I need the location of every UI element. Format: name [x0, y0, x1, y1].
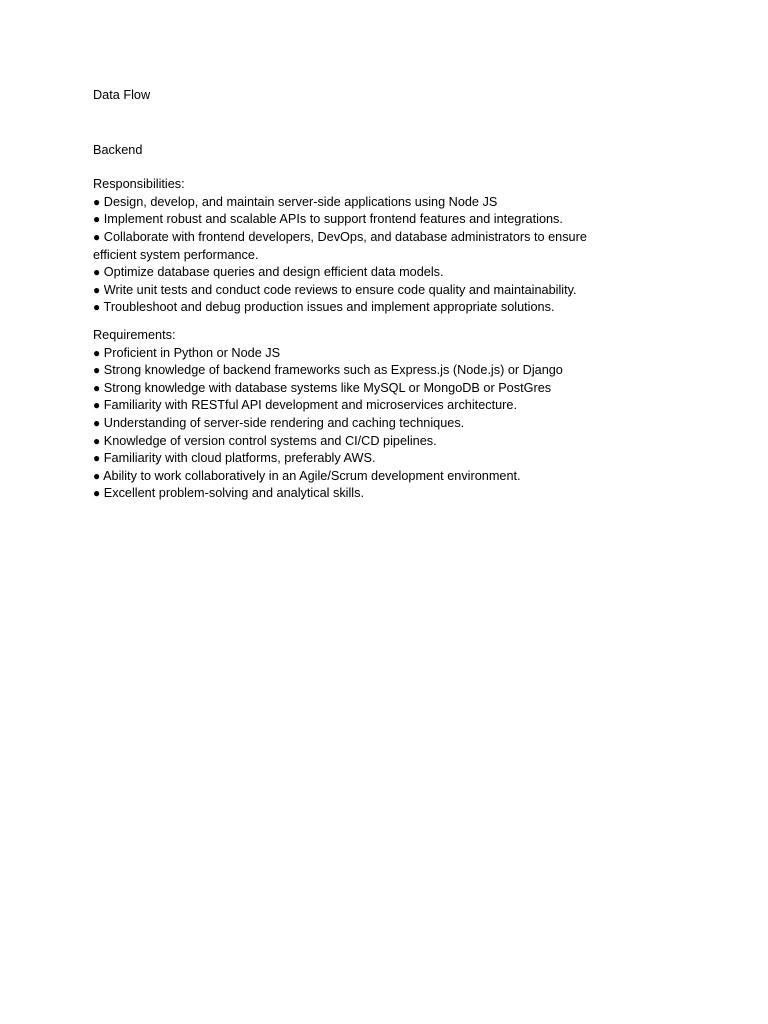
list-item-text: Write unit tests and conduct code reviews to ensure code quality and maintainability.	[103, 282, 577, 297]
list-item-text: Familiarity with cloud platforms, preferably AWS.	[103, 451, 376, 466]
list-item-text: Design, develop, and maintain server-side applications using Node JS	[103, 194, 498, 209]
bullet-icon: ●	[93, 229, 101, 244]
list-item-text: Strong knowledge with database systems like MySQL or MongoDB or PostGres	[103, 380, 552, 395]
list-item-text: Excellent problem-solving and analytical skills.	[103, 486, 364, 501]
responsibilities-section	[93, 176, 633, 317]
list-item-text: Familiarity with RESTful API development and microservices architecture.	[103, 398, 517, 413]
bullet-icon: ●	[93, 380, 101, 395]
bullet-icon: ●	[93, 398, 101, 413]
bullet-icon: ●	[93, 212, 101, 227]
list-item	[93, 415, 633, 433]
bullet-icon: ●	[93, 265, 101, 280]
list-item	[93, 468, 633, 486]
list-item-text: Implement robust and scalable APIs to support frontend features and integrations.	[103, 212, 563, 227]
bullet-icon: ●	[93, 194, 101, 209]
document-body	[93, 87, 633, 503]
list-item	[93, 229, 633, 264]
list-item-text: Collaborate with frontend developers, DevOps, and database administrators to ensure efficient system performance.	[93, 229, 587, 262]
list-item	[93, 362, 633, 380]
bullet-icon: ●	[93, 486, 101, 501]
bullet-icon: ●	[93, 433, 101, 448]
bullet-icon: ●	[93, 282, 101, 297]
list-item	[93, 299, 633, 317]
list-item	[93, 194, 633, 212]
list-item	[93, 380, 633, 398]
bullet-icon: ●	[93, 363, 101, 378]
responsibilities-list	[93, 194, 633, 317]
requirements-label: Requirements:	[93, 327, 176, 342]
list-item	[93, 485, 633, 503]
bullet-icon: ●	[93, 451, 101, 466]
bullet-icon: ●	[93, 415, 101, 430]
list-item-text: Knowledge of version control systems and CI/CD pipelines.	[103, 433, 437, 448]
bullet-icon: ●	[93, 300, 101, 315]
list-item-text: Strong knowledge of backend frameworks such as Express.js (Node.js) or Django	[103, 363, 563, 378]
bullet-icon: ●	[93, 345, 101, 360]
list-item	[93, 345, 633, 363]
bullet-icon: ●	[93, 468, 101, 483]
section-heading: Backend	[93, 142, 143, 157]
list-item	[93, 264, 633, 282]
list-item-text: Troubleshoot and debug production issues and implement appropriate solutions.	[103, 300, 555, 315]
requirements-list	[93, 345, 633, 503]
list-item	[93, 282, 633, 300]
list-item-text: Optimize database queries and design efficient data models.	[103, 265, 444, 280]
list-item	[93, 450, 633, 468]
list-item	[93, 211, 633, 229]
list-item	[93, 397, 633, 415]
list-item-text: Understanding of server-side rendering and caching techniques.	[103, 415, 465, 430]
list-item-text: Ability to work collaboratively in an Agile/Scrum development environment.	[103, 468, 521, 483]
list-item	[93, 433, 633, 451]
requirements-section	[93, 327, 633, 503]
responsibilities-label: Responsibilities:	[93, 177, 185, 192]
document-title: Data Flow	[93, 88, 151, 102]
list-item-text: Proficient in Python or Node JS	[103, 345, 281, 360]
